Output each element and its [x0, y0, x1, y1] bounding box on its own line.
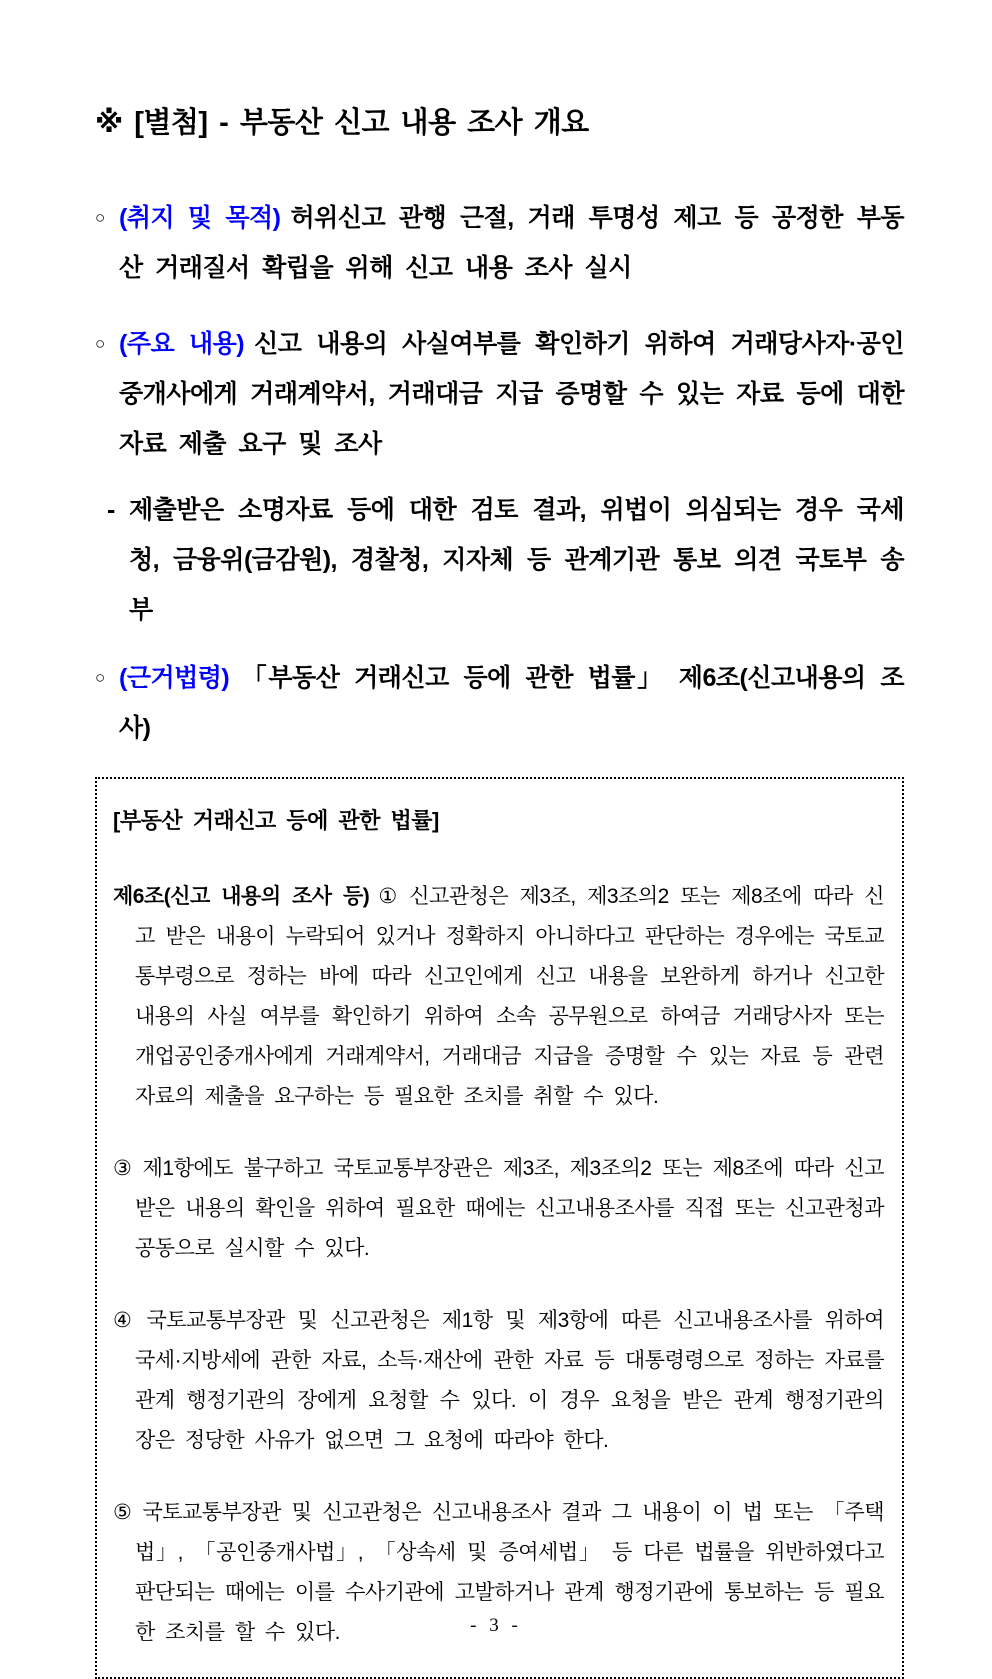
- dash-bullet-icon: -: [107, 496, 115, 524]
- bullet-legal-basis: [95, 653, 904, 753]
- law-paragraph-4-body: ④ 국토교통부장관 및 신고관청은 제1항 및 제3항에 따른 신고내용조사를 위하여 국세·지방세에 관한 자료, 소득·재산에 관한 자료 등 대통령령으로 정하는 자료를 관계 행정기관의 장에게 요청할 수 있다. 이 경우 요청을 받은 관계 행정기관의 장은 정당한 사유가 없으면 그 요청에 따라야 한다.: [113, 1309, 884, 1452]
- bullet-main-content-label: (주요 내용): [119, 330, 245, 358]
- law-paragraph-1-lead: 제6조(신고 내용의 조사 등): [113, 885, 370, 908]
- bullet-purpose-body: 허위신고 관행 근절, 거래 투명성 제고 등 공정한 부동산 거래질서 확립을 위해 신고 내용 조사 실시: [119, 204, 904, 282]
- bullet-legal-basis-body: 「부동산 거래신고 등에 관한 법률」 제6조(신고내용의 조사): [119, 664, 904, 742]
- law-paragraph-1: [113, 877, 884, 1117]
- law-paragraph-3-body: ③ 제1항에도 불구하고 국토교통부장관은 제3조, 제3조의2 또는 제8조에 따라 신고받은 내용의 확인을 위하여 필요한 때에는 신고내용조사를 직접 또는 신고관청과 공동으로 실시할 수 있다.: [113, 1157, 884, 1260]
- bullet-main-content: [95, 319, 904, 469]
- bullet-main-content-text: [119, 319, 904, 469]
- dash-subitem: [95, 485, 904, 635]
- bullet-legal-basis-label: (근거법령): [119, 664, 230, 692]
- bullet-purpose-label: (취지 및 목적): [119, 204, 281, 232]
- dash-subitem-body: 제출받은 소명자료 등에 대한 검토 결과, 위법이 의심되는 경우 국세청, 금융위(금감원), 경찰청, 지자체 등 관계기관 통보 의견 국토부 송부: [129, 496, 904, 624]
- law-paragraph-3: [113, 1149, 884, 1269]
- bullet-purpose-text: [119, 193, 904, 293]
- bullet-main-content-body: 신고 내용의 사실여부를 확인하기 위하여 거래당사자·공인중개사에게 거래계약서, 거래대금 지급 증명할 수 있는 자료 등에 대한 자료 제출 요구 및 조사: [119, 330, 904, 458]
- bullet-legal-basis-text: [119, 653, 904, 753]
- law-paragraph-4: [113, 1301, 884, 1461]
- bullet-purpose: [95, 193, 904, 293]
- circle-bullet-icon: ○: [95, 668, 105, 687]
- law-paragraph-1-body: ① 신고관청은 제3조, 제3조의2 또는 제8조에 따라 신고 받은 내용이 누락되어 있거나 정확하지 아니하다고 판단하는 경우에는 국토교통부령으로 정하는 바에 따라 신고인에게 신고 내용을 보완하게 하거나 신고한 내용의 사실 여부를 확인하기 위하여 소속 공무원으로 하여금 거래당사자 또는 개업공인중개사에게 거래계약서, 거래대금 지급을 증명할 수 있는 자료 등 관련 자료의 제출을 요구하는 등 필요한 조치를 취할 수 있다.: [135, 885, 884, 1108]
- law-box-heading: [부동산 거래신고 등에 관한 법률]: [113, 808, 439, 833]
- page-number: - 3 -: [470, 1615, 522, 1636]
- page-title: ※ [별첨] - 부동산 신고 내용 조사 개요: [95, 107, 589, 139]
- dash-subitem-text: [129, 485, 904, 635]
- law-excerpt-box: [95, 777, 904, 1679]
- circle-bullet-icon: ○: [95, 208, 105, 227]
- law-paragraph-5-body: ⑤ 국토교통부장관 및 신고관청은 신고내용조사 결과 그 내용이 이 법 또는 「주택법」, 「공인중개사법」, 「상속세 및 증여세법」 등 다른 법률을 위반하였다고 판단되는 때에는 이를 수사기관에 고발하거나 관계 행정기관에 통보하는 등 필요한 조치를 할 수 있다.: [113, 1501, 884, 1644]
- circle-bullet-icon: ○: [95, 334, 105, 353]
